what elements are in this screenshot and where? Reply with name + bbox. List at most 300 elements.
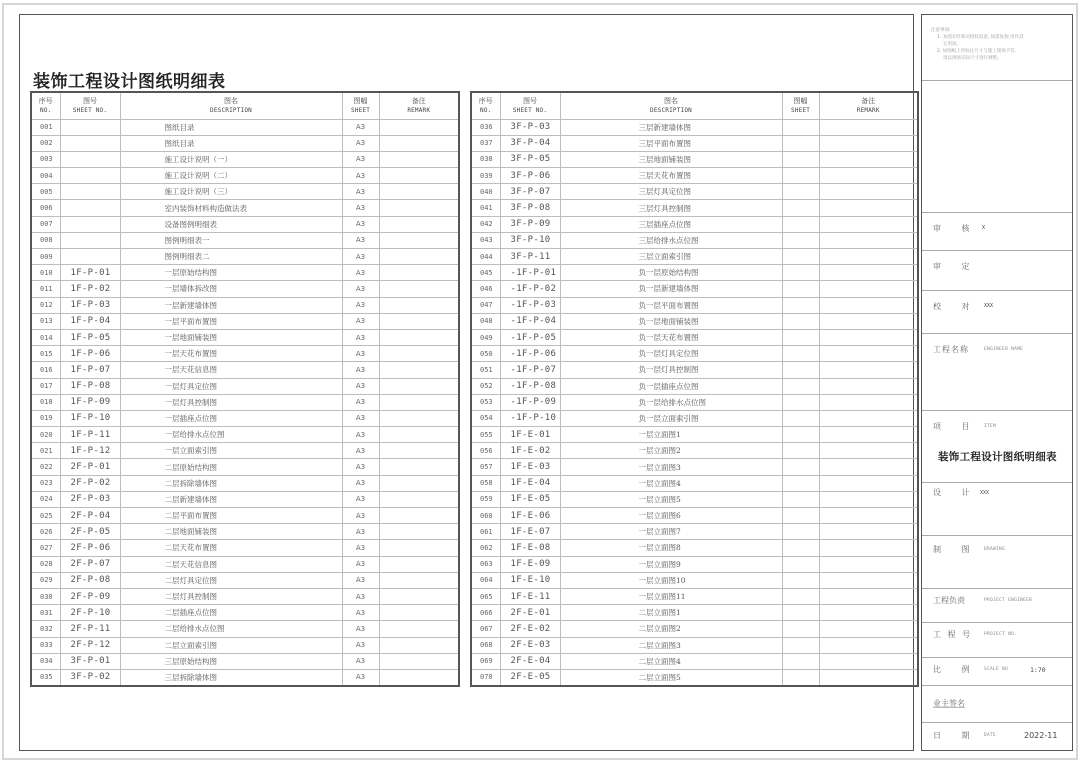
row-description: 三层给排水点位图 (560, 232, 782, 248)
table-row (471, 508, 918, 524)
row-description: 二层立面图3 (560, 637, 782, 653)
check-value: XXX (984, 303, 994, 309)
row-sheet-size: A3 (342, 669, 379, 685)
table-row (31, 427, 459, 443)
row-description: 负一层地面铺装图 (560, 313, 782, 329)
row-no: 040 (471, 184, 500, 200)
table-row (471, 459, 918, 475)
row-no: 059 (471, 491, 500, 507)
row-no: 013 (31, 313, 60, 329)
row-sheet-size (782, 459, 819, 475)
row-sheet-size (782, 605, 819, 621)
row-sheet-size: A3 (342, 281, 379, 297)
row-sheet-no: -1F-P-06 (500, 346, 560, 362)
row-sheet-size (782, 508, 819, 524)
row-sheet-size: A3 (342, 410, 379, 426)
row-sheet-no: 1F-E-08 (500, 540, 560, 556)
row-description: 图纸目录 (120, 119, 342, 135)
row-description: 二层灯具定位图 (120, 572, 342, 588)
row-description: 三层天花布置图 (560, 168, 782, 184)
table-row (471, 281, 918, 297)
row-sheet-size (782, 216, 819, 232)
row-no: 035 (31, 669, 60, 685)
row-sheet-no: 1F-P-09 (60, 394, 120, 410)
design-label: 设 计 (933, 488, 979, 497)
row-no: 010 (31, 265, 60, 281)
row-remark (819, 653, 918, 669)
row-description: 负一层天花布置图 (560, 329, 782, 345)
row-remark (379, 378, 459, 394)
row-remark (819, 362, 918, 378)
row-remark (379, 475, 459, 491)
row-sheet-size: A3 (342, 524, 379, 540)
row-no: 057 (471, 459, 500, 475)
row-sheet-size: A3 (342, 232, 379, 248)
col-header-remark: 备注 REMARK (819, 92, 918, 119)
row-sheet-size (782, 281, 819, 297)
row-sheet-no: -1F-P-10 (500, 410, 560, 426)
row-sheet-size: A3 (342, 556, 379, 572)
tb-date (922, 723, 1072, 750)
row-description: 三层灯具定位图 (560, 184, 782, 200)
row-description: 一层给排水点位图 (120, 427, 342, 443)
row-description: 负一层灯具定位图 (560, 346, 782, 362)
row-sheet-size (782, 200, 819, 216)
row-description: 施工设计说明（一） (120, 151, 342, 167)
table-row (471, 491, 918, 507)
row-remark (379, 427, 459, 443)
row-no: 007 (31, 216, 60, 232)
item-label: 项 目 (933, 422, 979, 431)
row-remark (379, 362, 459, 378)
row-remark (819, 119, 918, 135)
row-no: 052 (471, 378, 500, 394)
table-row (31, 459, 459, 475)
table-row (31, 410, 459, 426)
row-sheet-size: A3 (342, 459, 379, 475)
row-description: 二层灯具控制图 (120, 588, 342, 604)
row-sheet-no: -1F-P-05 (500, 329, 560, 345)
row-sheet-no: 2F-P-09 (60, 588, 120, 604)
row-description: 二层平面布置图 (120, 508, 342, 524)
row-sheet-no: 3F-P-05 (500, 151, 560, 167)
table-row (31, 394, 459, 410)
row-remark (379, 329, 459, 345)
row-no: 029 (31, 572, 60, 588)
drawing-en: DRAWING (984, 547, 1006, 552)
tb-blank (922, 81, 1072, 213)
col-header-remark: 备注 REMARK (379, 92, 459, 119)
table-row (471, 184, 918, 200)
row-remark (819, 556, 918, 572)
row-sheet-no: -1F-P-07 (500, 362, 560, 378)
row-remark (379, 459, 459, 475)
row-remark (379, 653, 459, 669)
row-sheet-no: 2F-P-04 (60, 508, 120, 524)
row-sheet-size (782, 588, 819, 604)
row-description: 一层地面铺装图 (120, 329, 342, 345)
title-block (921, 14, 1073, 751)
col-header-sheet-no: 图号 SHEET NO. (60, 92, 120, 119)
notes-heading: 注意事项: (931, 28, 951, 33)
row-sheet-no (60, 184, 120, 200)
row-sheet-size: A3 (342, 427, 379, 443)
col-header-sheet-no: 图号 SHEET NO. (500, 92, 560, 119)
row-sheet-size (782, 410, 819, 426)
row-no: 031 (31, 605, 60, 621)
row-sheet-no (60, 232, 120, 248)
row-sheet-size (782, 297, 819, 313)
row-description: 一层原始结构图 (120, 265, 342, 281)
table-row (31, 168, 459, 184)
row-sheet-size (782, 346, 819, 362)
row-sheet-size (782, 524, 819, 540)
row-sheet-no: 1F-E-07 (500, 524, 560, 540)
row-no: 068 (471, 637, 500, 653)
row-sheet-no: -1F-P-02 (500, 281, 560, 297)
row-no: 046 (471, 281, 500, 297)
date-en: DATE (984, 733, 997, 738)
table-row (471, 151, 918, 167)
row-sheet-size: A3 (342, 605, 379, 621)
row-no: 066 (471, 605, 500, 621)
row-no: 064 (471, 572, 500, 588)
row-remark (819, 135, 918, 151)
row-remark (379, 669, 459, 685)
row-sheet-no: 2F-P-02 (60, 475, 120, 491)
row-remark (379, 588, 459, 604)
notes-line: 2. 如图纸上所标注尺寸与施工现场不符, (937, 49, 1017, 54)
row-sheet-size: A3 (342, 508, 379, 524)
row-description: 二层立面图5 (560, 669, 782, 685)
table-body-left (31, 119, 459, 686)
tb-drawing (922, 536, 1072, 589)
row-sheet-no (60, 168, 120, 184)
table-row (31, 135, 459, 151)
row-remark (379, 637, 459, 653)
row-no: 054 (471, 410, 500, 426)
row-sheet-size: A3 (342, 362, 379, 378)
row-description: 一层立面图1 (560, 427, 782, 443)
row-sheet-no (60, 151, 120, 167)
row-sheet-no (60, 200, 120, 216)
row-remark (379, 135, 459, 151)
row-sheet-no: -1F-P-04 (500, 313, 560, 329)
row-description: 图例明细表一 (120, 232, 342, 248)
row-no: 055 (471, 427, 500, 443)
row-remark (819, 491, 918, 507)
row-description: 一层立面图7 (560, 524, 782, 540)
row-description: 一层立面图2 (560, 443, 782, 459)
row-no: 069 (471, 653, 500, 669)
row-sheet-no (60, 119, 120, 135)
row-no: 004 (31, 168, 60, 184)
row-sheet-no: 1F-E-11 (500, 588, 560, 604)
row-remark (819, 572, 918, 588)
row-remark (379, 216, 459, 232)
table-row (471, 346, 918, 362)
row-description: 二层插座点位图 (120, 605, 342, 621)
table-row (31, 297, 459, 313)
row-remark (379, 168, 459, 184)
row-no: 008 (31, 232, 60, 248)
col-header-sheet-size: 图幅 SHEET (342, 92, 379, 119)
table-row (31, 232, 459, 248)
row-sheet-no: -1F-P-08 (500, 378, 560, 394)
row-no: 041 (471, 200, 500, 216)
row-sheet-no: 2F-P-01 (60, 459, 120, 475)
row-description: 三层立面索引图 (560, 249, 782, 265)
table-body-right (471, 119, 918, 686)
row-remark (819, 410, 918, 426)
row-remark (379, 605, 459, 621)
check-label: 校 对 (933, 302, 979, 311)
row-no: 023 (31, 475, 60, 491)
table-row (471, 329, 918, 345)
tb-project-name (922, 334, 1072, 411)
row-sheet-no: 2F-E-05 (500, 669, 560, 685)
row-sheet-no: 1F-P-05 (60, 329, 120, 345)
row-no: 011 (31, 281, 60, 297)
project-name-en: ENGINEER NAME (984, 347, 1024, 352)
date-value: 2022-11 (1024, 731, 1058, 740)
row-sheet-size (782, 184, 819, 200)
row-no: 034 (31, 653, 60, 669)
row-remark (379, 621, 459, 637)
row-remark (819, 459, 918, 475)
table-row (31, 637, 459, 653)
row-no: 061 (471, 524, 500, 540)
table-row (31, 540, 459, 556)
row-sheet-no: 3F-P-06 (500, 168, 560, 184)
table-row (471, 249, 918, 265)
col-header-no: 序号 NO. (471, 92, 500, 119)
tb-review (922, 213, 1072, 251)
row-no: 058 (471, 475, 500, 491)
row-sheet-no: 2F-P-08 (60, 572, 120, 588)
row-no: 053 (471, 394, 500, 410)
table-row (471, 297, 918, 313)
row-no: 014 (31, 329, 60, 345)
row-no: 026 (31, 524, 60, 540)
table-row (471, 572, 918, 588)
row-sheet-size (782, 443, 819, 459)
row-sheet-size: A3 (342, 135, 379, 151)
row-sheet-size: A3 (342, 443, 379, 459)
row-description: 三层地面铺装图 (560, 151, 782, 167)
row-sheet-no: 1F-P-03 (60, 297, 120, 313)
row-sheet-size (782, 168, 819, 184)
row-description: 一层立面图11 (560, 588, 782, 604)
row-description: 二层立面图2 (560, 621, 782, 637)
row-sheet-size (782, 475, 819, 491)
table-row (471, 313, 918, 329)
row-remark (819, 443, 918, 459)
row-sheet-no: 3F-P-09 (500, 216, 560, 232)
row-sheet-size: A3 (342, 378, 379, 394)
row-description: 二层原始结构图 (120, 459, 342, 475)
row-sheet-no: 1F-P-08 (60, 378, 120, 394)
table-row (471, 362, 918, 378)
row-description: 二层立面图1 (560, 605, 782, 621)
tb-item (922, 411, 1072, 483)
drawing-label: 制 图 (933, 545, 979, 554)
row-description: 负一层灯具控制图 (560, 362, 782, 378)
table-row (31, 491, 459, 507)
row-remark (379, 313, 459, 329)
row-remark (819, 200, 918, 216)
row-sheet-size (782, 556, 819, 572)
row-sheet-no: 3F-P-08 (500, 200, 560, 216)
row-sheet-no (60, 216, 120, 232)
row-sheet-no: 1F-P-02 (60, 281, 120, 297)
row-description: 负一层插座点位图 (560, 378, 782, 394)
row-description: 二层地面铺装图 (120, 524, 342, 540)
tb-project-no (922, 623, 1072, 658)
table-row (31, 265, 459, 281)
table-row (471, 200, 918, 216)
row-sheet-size (782, 427, 819, 443)
row-sheet-no: 1F-E-09 (500, 556, 560, 572)
row-remark (379, 200, 459, 216)
row-no: 060 (471, 508, 500, 524)
row-sheet-no: 1F-E-02 (500, 443, 560, 459)
scale-label: 比 例 (933, 665, 979, 674)
row-no: 056 (471, 443, 500, 459)
row-no: 051 (471, 362, 500, 378)
row-no: 016 (31, 362, 60, 378)
review-label: 审 核 (933, 224, 979, 233)
row-sheet-no: 1F-E-03 (500, 459, 560, 475)
row-description: 一层天花布置图 (120, 346, 342, 362)
row-description: 负一层原始结构图 (560, 265, 782, 281)
row-no: 049 (471, 329, 500, 345)
date-label: 日 期 (933, 731, 979, 740)
row-no: 015 (31, 346, 60, 362)
table-row (471, 216, 918, 232)
row-remark (819, 281, 918, 297)
row-remark (819, 249, 918, 265)
row-sheet-size: A3 (342, 540, 379, 556)
row-sheet-size: A3 (342, 475, 379, 491)
row-sheet-no: 1F-P-07 (60, 362, 120, 378)
table-row (31, 281, 459, 297)
project-no-en: PROJECT NO. (984, 632, 1018, 637)
scale-value: 1:70 (1030, 666, 1046, 674)
row-sheet-size (782, 135, 819, 151)
review-value: X (982, 225, 986, 231)
row-remark (819, 297, 918, 313)
row-remark (379, 151, 459, 167)
table-row (31, 119, 459, 135)
row-sheet-size: A3 (342, 329, 379, 345)
row-sheet-no: 2F-P-05 (60, 524, 120, 540)
row-description: 二层立面图4 (560, 653, 782, 669)
row-sheet-size: A3 (342, 265, 379, 281)
row-sheet-no: 3F-P-02 (60, 669, 120, 685)
row-sheet-no: 2F-P-03 (60, 491, 120, 507)
row-remark (379, 540, 459, 556)
row-no: 045 (471, 265, 500, 281)
row-remark (819, 216, 918, 232)
row-sheet-size: A3 (342, 184, 379, 200)
row-sheet-no (60, 135, 120, 151)
table-row (31, 572, 459, 588)
table-row (471, 605, 918, 621)
row-sheet-size: A3 (342, 151, 379, 167)
row-sheet-size: A3 (342, 297, 379, 313)
table-row (31, 216, 459, 232)
row-description: 三层插座点位图 (560, 216, 782, 232)
row-no: 017 (31, 378, 60, 394)
row-description: 一层立面图8 (560, 540, 782, 556)
row-sheet-size (782, 491, 819, 507)
row-no: 027 (31, 540, 60, 556)
row-sheet-no: 1F-E-04 (500, 475, 560, 491)
table-row (31, 346, 459, 362)
table-row (31, 653, 459, 669)
row-description: 三层拆除墙体图 (120, 669, 342, 685)
table-row (31, 362, 459, 378)
table-row (31, 605, 459, 621)
row-sheet-no: 3F-P-01 (60, 653, 120, 669)
row-sheet-no (60, 249, 120, 265)
col-header-description: 图名 DESCRIPTION (120, 92, 342, 119)
row-sheet-size (782, 151, 819, 167)
row-sheet-no: 1F-E-10 (500, 572, 560, 588)
row-remark (819, 637, 918, 653)
row-sheet-no: 2F-P-07 (60, 556, 120, 572)
row-sheet-size: A3 (342, 168, 379, 184)
row-remark (379, 346, 459, 362)
row-remark (379, 572, 459, 588)
drawing-list-table-left (30, 91, 460, 687)
row-remark (819, 394, 918, 410)
table-row (31, 329, 459, 345)
row-description: 一层天花信息图 (120, 362, 342, 378)
row-description: 一层平面布置图 (120, 313, 342, 329)
approve-label: 审 定 (933, 262, 979, 271)
row-sheet-no: 3F-P-07 (500, 184, 560, 200)
row-description: 一层墙体拆改图 (120, 281, 342, 297)
notes-line: 它用途。 (943, 42, 961, 47)
row-sheet-no: -1F-P-09 (500, 394, 560, 410)
row-sheet-size (782, 653, 819, 669)
item-en: ITEM (984, 424, 997, 429)
row-sheet-size: A3 (342, 394, 379, 410)
project-name-label: 工程名称 (933, 345, 969, 354)
row-sheet-size: A3 (342, 346, 379, 362)
row-remark (379, 443, 459, 459)
table-row (31, 200, 459, 216)
row-sheet-no: 1F-P-04 (60, 313, 120, 329)
row-description: 设备图例明细表 (120, 216, 342, 232)
row-remark (819, 540, 918, 556)
row-no: 047 (471, 297, 500, 313)
row-remark (379, 524, 459, 540)
row-sheet-size: A3 (342, 588, 379, 604)
row-description: 室内装饰材料构造做法表 (120, 200, 342, 216)
row-sheet-no: -1F-P-01 (500, 265, 560, 281)
row-no: 050 (471, 346, 500, 362)
row-sheet-size (782, 249, 819, 265)
row-description: 一层灯具控制图 (120, 394, 342, 410)
table-row (471, 394, 918, 410)
row-description: 二层天花信息图 (120, 556, 342, 572)
row-remark (819, 524, 918, 540)
row-description: 一层立面图6 (560, 508, 782, 524)
row-remark (819, 346, 918, 362)
